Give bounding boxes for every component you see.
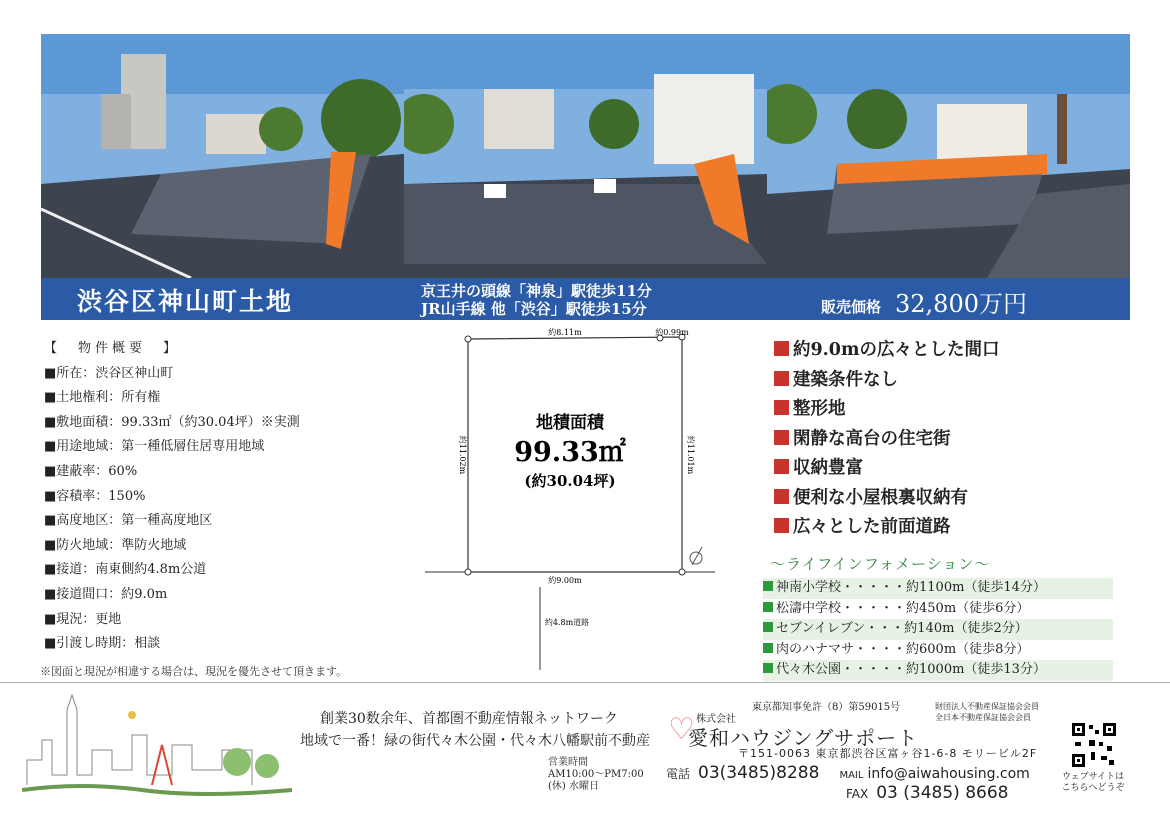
qr-code-icon[interactable] [1071,722,1117,768]
tel-label: 電話 [666,767,691,781]
footer-divider [0,682,1170,683]
feature-list [774,336,999,543]
hours-label: 営業時間 [548,757,588,768]
overview-item: ■所在：渋谷区神山町 [44,365,174,381]
skyline-illustration [22,690,292,800]
life-info-list [763,578,1113,681]
associations [935,701,1039,723]
feature-item: 建築条件なし [774,366,999,396]
fax-number: 03 (3485) 8668 [876,783,1009,803]
overview-item: ■土地権利：所有権 [44,390,161,406]
lot-diagram [420,325,750,685]
photo-strip [41,34,1130,278]
access-line-2: JR山手線 他「渋谷」駅徒歩15分 [421,300,647,318]
price-block [821,284,1027,319]
overview-item: ■接道間口：約9.0m [44,586,168,602]
license-number: 東京都知事免許（8）第59015号 [752,702,901,713]
overview-heading: 【 物件概要 】 [44,341,181,356]
road-width-label: 約4.8m道路 [544,618,590,627]
site-photo-2 [404,34,767,278]
mail-label: MAIL [839,770,864,781]
site-photo-1 [41,34,404,278]
feature-item: 広々とした前面道路 [774,513,999,543]
overview-item: ■引渡し時期：相談 [44,636,161,652]
site-photo-3 [767,34,1130,278]
slogan-line-2: 地域で一番！緑の街代々木公園・代々木八幡駅前不動産 [300,733,650,749]
hours-value: AM10:00～PM7:00 [548,769,644,780]
slogan-line-1: 創業30数余年、首都圏不動産情報ネットワーク [320,711,618,727]
property-overview [44,337,300,657]
station-access [421,282,652,318]
contact-block [666,763,1030,803]
holiday: (休) 水曜日 [548,781,599,792]
life-info-item: 松濤中学校・・・・・約450m（徒歩6分） [763,599,1113,620]
dim-left: 約11.02m [458,435,467,475]
company-name: 愛和ハウジングサポート [688,726,919,750]
property-title: 渋谷区神山町土地 [77,287,294,316]
dim-top-right: 約0.99m [655,328,689,337]
qr-caption-1: ウェブサイトは [1061,772,1124,782]
life-info-item: 肉のハナマサ・・・・約600m（徒歩8分） [763,640,1113,661]
overview-item: ■敷地面積：99.33㎡（約30.04坪）※実測 [44,414,300,430]
qr-caption-2: こちらへどうぞ [1061,783,1125,793]
dim-right: 約11.01m [686,435,695,475]
overview-item: ■接道：南東側約4.8m公道 [44,562,207,578]
disclaimer-note: ※図面と現況が相違する場合は、現況を優先させて頂きます。 [40,665,348,678]
area-label: 地積面積 [536,413,604,433]
overview-item: ■容積率：150% [44,488,146,504]
qr-caption [1061,772,1125,794]
feature-item: 便利な小屋根裏収納有 [774,484,999,514]
life-info-title: ～ライフインフォメーション～ [770,555,991,573]
access-line-1: 京王井の頭線「神泉」駅徒歩11分 [421,282,652,300]
feature-item: 整形地 [774,395,999,425]
association-1: 財団法人不動産保証協会会員 [935,702,1039,711]
company-address: 〒151-0063 東京都渋谷区富ヶ谷1-6-8 モリービル2F [738,747,1038,760]
dim-bottom: 約9.00m [548,576,582,585]
business-hours [548,757,644,793]
slogan [300,708,650,752]
feature-item: 収納豊富 [774,454,999,484]
tel-number[interactable]: 03(3485)8288 [698,763,820,783]
company-prefix: 株式会社 [696,714,736,725]
overview-item: ■現況：更地 [44,611,122,627]
price-label: 販売価格 [821,298,882,316]
overview-item: ■防火地域：準防火地域 [44,537,187,553]
life-info-item: 代々木公園・・・・・約1000m（徒歩13分） [763,660,1113,681]
overview-item: ■建蔽率：60% [44,463,138,479]
dim-top-left: 約8.11m [548,328,582,337]
overview-item: ■高度地区：第一種高度地区 [44,513,213,529]
price-value: 32,800万円 [895,290,1027,318]
life-info-item: 神南小学校・・・・・約1100m（徒歩14分） [763,578,1113,599]
overview-item: ■用途地域：第一種低層住居専用地域 [44,439,265,455]
title-banner [41,278,1130,320]
mail-address[interactable]: info@aiwahousing.com [867,766,1030,782]
life-info-item: セブンイレブン・・・約140m（徒歩2分） [763,619,1113,640]
area-value: 99.33㎡ [514,437,626,468]
heart-logo-icon: ♡ [668,712,695,747]
feature-item: 約9.0mの広々とした間口 [774,336,999,366]
association-2: 全日本不動産保証協会会員 [935,713,1031,722]
area-tsubo: (約30.04坪) [524,472,616,490]
fax-label: FAX [846,787,869,801]
feature-item: 閑静な高台の住宅街 [774,425,999,455]
